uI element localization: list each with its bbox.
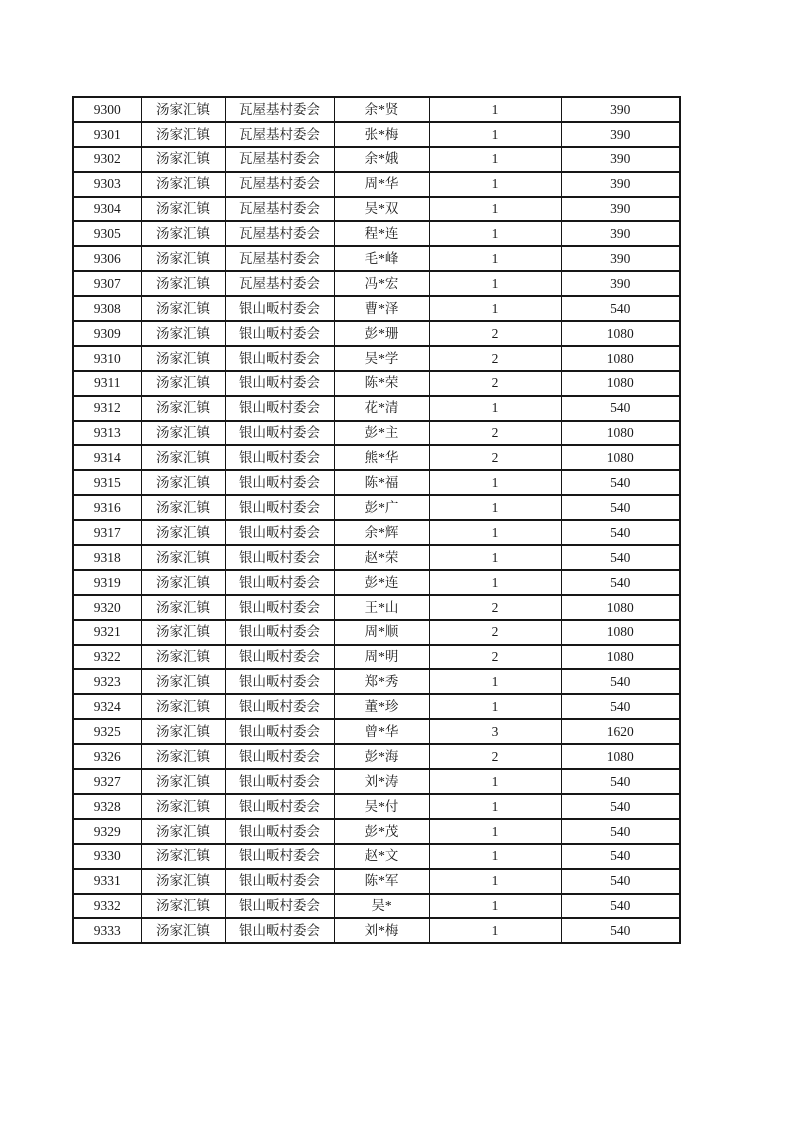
table-cell-serial_number: 9313 [73, 421, 141, 446]
table-cell-serial_number: 9310 [73, 346, 141, 371]
table-cell-town: 汤家汇镇 [141, 172, 225, 197]
table-cell-amount: 540 [561, 396, 680, 421]
table-cell-amount: 390 [561, 221, 680, 246]
table-cell-person_name: 程*连 [334, 221, 429, 246]
table-cell-village_committee: 银山畈村委会 [225, 595, 334, 620]
table-row [73, 570, 680, 595]
payment-list-table [72, 96, 681, 944]
table-cell-quantity: 1 [429, 296, 561, 321]
table-cell-person_name: 陈*军 [334, 869, 429, 894]
table-cell-quantity: 1 [429, 495, 561, 520]
table-cell-amount: 540 [561, 520, 680, 545]
table-cell-quantity: 2 [429, 645, 561, 670]
table-cell-serial_number: 9328 [73, 794, 141, 819]
table-cell-quantity: 1 [429, 147, 561, 172]
table-cell-quantity: 1 [429, 396, 561, 421]
table-cell-quantity: 1 [429, 545, 561, 570]
table-cell-person_name: 郑*秀 [334, 669, 429, 694]
table-cell-person_name: 董*珍 [334, 694, 429, 719]
table-row [73, 869, 680, 894]
table-cell-quantity: 1 [429, 197, 561, 222]
table-cell-quantity: 1 [429, 694, 561, 719]
table-cell-town: 汤家汇镇 [141, 445, 225, 470]
table-cell-serial_number: 9312 [73, 396, 141, 421]
table-cell-person_name: 吴*学 [334, 346, 429, 371]
table-cell-serial_number: 9302 [73, 147, 141, 172]
table-cell-quantity: 1 [429, 794, 561, 819]
table-cell-town: 汤家汇镇 [141, 346, 225, 371]
table-cell-village_committee: 银山畈村委会 [225, 844, 334, 869]
table-cell-quantity: 1 [429, 769, 561, 794]
table-cell-person_name: 毛*峰 [334, 246, 429, 271]
table-cell-town: 汤家汇镇 [141, 321, 225, 346]
table-cell-person_name: 刘*涛 [334, 769, 429, 794]
table-cell-quantity: 2 [429, 445, 561, 470]
table-cell-quantity: 1 [429, 520, 561, 545]
table-cell-person_name: 花*清 [334, 396, 429, 421]
table-row [73, 694, 680, 719]
table-cell-person_name: 陈*福 [334, 470, 429, 495]
table-row [73, 396, 680, 421]
table-cell-person_name: 熊*华 [334, 445, 429, 470]
table-cell-village_committee: 银山畈村委会 [225, 794, 334, 819]
table-cell-serial_number: 9330 [73, 844, 141, 869]
table-row [73, 769, 680, 794]
table-cell-village_committee: 银山畈村委会 [225, 869, 334, 894]
table-cell-village_committee: 瓦屋基村委会 [225, 172, 334, 197]
table-cell-town: 汤家汇镇 [141, 122, 225, 147]
table-cell-village_committee: 银山畈村委会 [225, 445, 334, 470]
table-cell-serial_number: 9331 [73, 869, 141, 894]
table-row [73, 545, 680, 570]
table-cell-serial_number: 9327 [73, 769, 141, 794]
table-row [73, 894, 680, 919]
table-cell-amount: 1080 [561, 321, 680, 346]
table-cell-amount: 540 [561, 470, 680, 495]
table-cell-village_committee: 瓦屋基村委会 [225, 122, 334, 147]
table-cell-quantity: 2 [429, 595, 561, 620]
table-cell-town: 汤家汇镇 [141, 371, 225, 396]
table-cell-quantity: 2 [429, 321, 561, 346]
table-row [73, 147, 680, 172]
table-cell-amount: 540 [561, 495, 680, 520]
table-cell-quantity: 1 [429, 844, 561, 869]
table-cell-quantity: 3 [429, 719, 561, 744]
table-cell-serial_number: 9320 [73, 595, 141, 620]
table-cell-serial_number: 9301 [73, 122, 141, 147]
table-cell-serial_number: 9324 [73, 694, 141, 719]
table-cell-town: 汤家汇镇 [141, 694, 225, 719]
table-cell-person_name: 刘*梅 [334, 918, 429, 943]
table-cell-town: 汤家汇镇 [141, 645, 225, 670]
table-row [73, 421, 680, 446]
table-cell-village_committee: 银山畈村委会 [225, 570, 334, 595]
table-row [73, 197, 680, 222]
table-cell-serial_number: 9322 [73, 645, 141, 670]
table-cell-quantity: 1 [429, 246, 561, 271]
table-cell-amount: 1080 [561, 620, 680, 645]
table-cell-person_name: 张*梅 [334, 122, 429, 147]
table-cell-amount: 1080 [561, 645, 680, 670]
table-cell-town: 汤家汇镇 [141, 794, 225, 819]
table-row [73, 595, 680, 620]
table-cell-person_name: 彭*连 [334, 570, 429, 595]
table-cell-amount: 540 [561, 694, 680, 719]
table-row [73, 470, 680, 495]
table-cell-serial_number: 9326 [73, 744, 141, 769]
table-cell-village_committee: 银山畈村委会 [225, 321, 334, 346]
table-cell-amount: 1080 [561, 371, 680, 396]
table-cell-amount: 390 [561, 97, 680, 122]
table-cell-amount: 540 [561, 894, 680, 919]
table-cell-person_name: 周*华 [334, 172, 429, 197]
table-cell-village_committee: 银山畈村委会 [225, 719, 334, 744]
table-cell-village_committee: 银山畈村委会 [225, 769, 334, 794]
table-cell-town: 汤家汇镇 [141, 271, 225, 296]
table-row [73, 296, 680, 321]
table-cell-person_name: 王*山 [334, 595, 429, 620]
table-cell-serial_number: 9317 [73, 520, 141, 545]
table-cell-village_committee: 瓦屋基村委会 [225, 197, 334, 222]
table-cell-person_name: 曹*泽 [334, 296, 429, 321]
table-cell-amount: 1080 [561, 744, 680, 769]
table-cell-town: 汤家汇镇 [141, 595, 225, 620]
table-cell-amount: 540 [561, 545, 680, 570]
table-cell-village_committee: 银山畈村委会 [225, 495, 334, 520]
table-cell-serial_number: 9305 [73, 221, 141, 246]
table-row [73, 371, 680, 396]
table-cell-serial_number: 9311 [73, 371, 141, 396]
table-cell-amount: 390 [561, 271, 680, 296]
table-cell-village_committee: 银山畈村委会 [225, 346, 334, 371]
table-cell-person_name: 赵*文 [334, 844, 429, 869]
table-cell-quantity: 1 [429, 122, 561, 147]
table-row [73, 819, 680, 844]
table-row [73, 794, 680, 819]
table-cell-person_name: 彭*主 [334, 421, 429, 446]
table-row [73, 445, 680, 470]
table-cell-amount: 540 [561, 844, 680, 869]
table-cell-amount: 1080 [561, 346, 680, 371]
table-cell-village_committee: 银山畈村委会 [225, 918, 334, 943]
table-cell-town: 汤家汇镇 [141, 545, 225, 570]
table-cell-town: 汤家汇镇 [141, 495, 225, 520]
table-cell-serial_number: 9314 [73, 445, 141, 470]
table-cell-town: 汤家汇镇 [141, 819, 225, 844]
table-cell-person_name: 赵*荣 [334, 545, 429, 570]
table-cell-amount: 540 [561, 869, 680, 894]
table-cell-serial_number: 9333 [73, 918, 141, 943]
table-cell-quantity: 1 [429, 869, 561, 894]
table-row [73, 719, 680, 744]
table-cell-village_committee: 银山畈村委会 [225, 545, 334, 570]
table-cell-amount: 540 [561, 794, 680, 819]
table-cell-quantity: 1 [429, 470, 561, 495]
table-cell-serial_number: 9304 [73, 197, 141, 222]
table-cell-person_name: 吴*付 [334, 794, 429, 819]
table-cell-village_committee: 银山畈村委会 [225, 396, 334, 421]
table-cell-serial_number: 9315 [73, 470, 141, 495]
table-cell-village_committee: 银山畈村委会 [225, 694, 334, 719]
table-cell-serial_number: 9316 [73, 495, 141, 520]
table-cell-person_name: 彭*茂 [334, 819, 429, 844]
table-row [73, 520, 680, 545]
table-cell-town: 汤家汇镇 [141, 221, 225, 246]
table-cell-serial_number: 9303 [73, 172, 141, 197]
table-cell-amount: 540 [561, 296, 680, 321]
table-cell-person_name: 周*明 [334, 645, 429, 670]
table-cell-town: 汤家汇镇 [141, 520, 225, 545]
table-row [73, 346, 680, 371]
table-cell-amount: 1080 [561, 445, 680, 470]
table-cell-quantity: 1 [429, 819, 561, 844]
table-cell-quantity: 1 [429, 570, 561, 595]
table-cell-amount: 540 [561, 570, 680, 595]
table-cell-town: 汤家汇镇 [141, 470, 225, 495]
table-cell-amount: 1080 [561, 595, 680, 620]
table-cell-village_committee: 银山畈村委会 [225, 819, 334, 844]
table-row [73, 844, 680, 869]
table-row [73, 645, 680, 670]
table-cell-town: 汤家汇镇 [141, 197, 225, 222]
table-cell-serial_number: 9323 [73, 669, 141, 694]
table-cell-person_name: 冯*宏 [334, 271, 429, 296]
table-cell-serial_number: 9300 [73, 97, 141, 122]
table-row [73, 122, 680, 147]
table-cell-quantity: 2 [429, 421, 561, 446]
table-cell-person_name: 彭*广 [334, 495, 429, 520]
table-cell-town: 汤家汇镇 [141, 669, 225, 694]
table-row [73, 221, 680, 246]
table-cell-quantity: 1 [429, 271, 561, 296]
table-cell-person_name: 彭*珊 [334, 321, 429, 346]
table-cell-town: 汤家汇镇 [141, 620, 225, 645]
table-cell-village_committee: 瓦屋基村委会 [225, 271, 334, 296]
table-cell-quantity: 1 [429, 894, 561, 919]
table-cell-person_name: 周*顺 [334, 620, 429, 645]
table-cell-serial_number: 9318 [73, 545, 141, 570]
table-cell-town: 汤家汇镇 [141, 894, 225, 919]
table-cell-quantity: 1 [429, 918, 561, 943]
table-cell-person_name: 吴*双 [334, 197, 429, 222]
table-cell-amount: 540 [561, 918, 680, 943]
table-row [73, 744, 680, 769]
table-row [73, 172, 680, 197]
table-row [73, 321, 680, 346]
table-cell-village_committee: 银山畈村委会 [225, 620, 334, 645]
table-cell-town: 汤家汇镇 [141, 97, 225, 122]
table-cell-quantity: 1 [429, 97, 561, 122]
table-cell-village_committee: 银山畈村委会 [225, 421, 334, 446]
table-row [73, 620, 680, 645]
table-cell-town: 汤家汇镇 [141, 570, 225, 595]
table-cell-amount: 540 [561, 819, 680, 844]
table-cell-quantity: 1 [429, 221, 561, 246]
table-cell-village_committee: 瓦屋基村委会 [225, 246, 334, 271]
table-cell-village_committee: 银山畈村委会 [225, 645, 334, 670]
table-cell-person_name: 余*娥 [334, 147, 429, 172]
table-cell-person_name: 彭*海 [334, 744, 429, 769]
table-row [73, 918, 680, 943]
table-cell-amount: 390 [561, 147, 680, 172]
table-row [73, 246, 680, 271]
table-cell-town: 汤家汇镇 [141, 918, 225, 943]
table-cell-village_committee: 瓦屋基村委会 [225, 97, 334, 122]
table-row [73, 495, 680, 520]
table-cell-amount: 390 [561, 246, 680, 271]
table-cell-amount: 1080 [561, 421, 680, 446]
table-cell-serial_number: 9332 [73, 894, 141, 919]
table-cell-person_name: 余*辉 [334, 520, 429, 545]
table-cell-town: 汤家汇镇 [141, 719, 225, 744]
table-row [73, 97, 680, 122]
table-cell-serial_number: 9308 [73, 296, 141, 321]
table-cell-quantity: 2 [429, 744, 561, 769]
table-cell-quantity: 2 [429, 346, 561, 371]
table-cell-serial_number: 9306 [73, 246, 141, 271]
table-cell-town: 汤家汇镇 [141, 769, 225, 794]
table-cell-village_committee: 银山畈村委会 [225, 371, 334, 396]
table-cell-town: 汤家汇镇 [141, 844, 225, 869]
table-cell-village_committee: 银山畈村委会 [225, 894, 334, 919]
table-cell-person_name: 陈*荣 [334, 371, 429, 396]
table-cell-town: 汤家汇镇 [141, 744, 225, 769]
table-cell-serial_number: 9321 [73, 620, 141, 645]
table-cell-village_committee: 银山畈村委会 [225, 296, 334, 321]
table-cell-amount: 390 [561, 197, 680, 222]
table-cell-person_name: 吴* [334, 894, 429, 919]
table-cell-serial_number: 9319 [73, 570, 141, 595]
table-cell-village_committee: 瓦屋基村委会 [225, 147, 334, 172]
table-body [73, 97, 680, 943]
table-cell-village_committee: 银山畈村委会 [225, 669, 334, 694]
table-cell-amount: 540 [561, 669, 680, 694]
table-cell-serial_number: 9325 [73, 719, 141, 744]
table-row [73, 271, 680, 296]
table-cell-person_name: 曾*华 [334, 719, 429, 744]
table-cell-serial_number: 9309 [73, 321, 141, 346]
table-cell-quantity: 1 [429, 172, 561, 197]
table-cell-village_committee: 银山畈村委会 [225, 744, 334, 769]
table-cell-serial_number: 9329 [73, 819, 141, 844]
table-cell-village_committee: 银山畈村委会 [225, 520, 334, 545]
table-cell-quantity: 2 [429, 620, 561, 645]
table-cell-amount: 1620 [561, 719, 680, 744]
table-cell-town: 汤家汇镇 [141, 147, 225, 172]
table-cell-serial_number: 9307 [73, 271, 141, 296]
table-cell-amount: 390 [561, 172, 680, 197]
table-cell-amount: 390 [561, 122, 680, 147]
table-cell-person_name: 余*贤 [334, 97, 429, 122]
table-row [73, 669, 680, 694]
table-cell-village_committee: 瓦屋基村委会 [225, 221, 334, 246]
table-cell-town: 汤家汇镇 [141, 396, 225, 421]
table-cell-town: 汤家汇镇 [141, 296, 225, 321]
table-cell-town: 汤家汇镇 [141, 421, 225, 446]
table-cell-quantity: 1 [429, 669, 561, 694]
table-cell-town: 汤家汇镇 [141, 869, 225, 894]
table-cell-quantity: 2 [429, 371, 561, 396]
table-cell-village_committee: 银山畈村委会 [225, 470, 334, 495]
table-cell-amount: 540 [561, 769, 680, 794]
table-cell-town: 汤家汇镇 [141, 246, 225, 271]
